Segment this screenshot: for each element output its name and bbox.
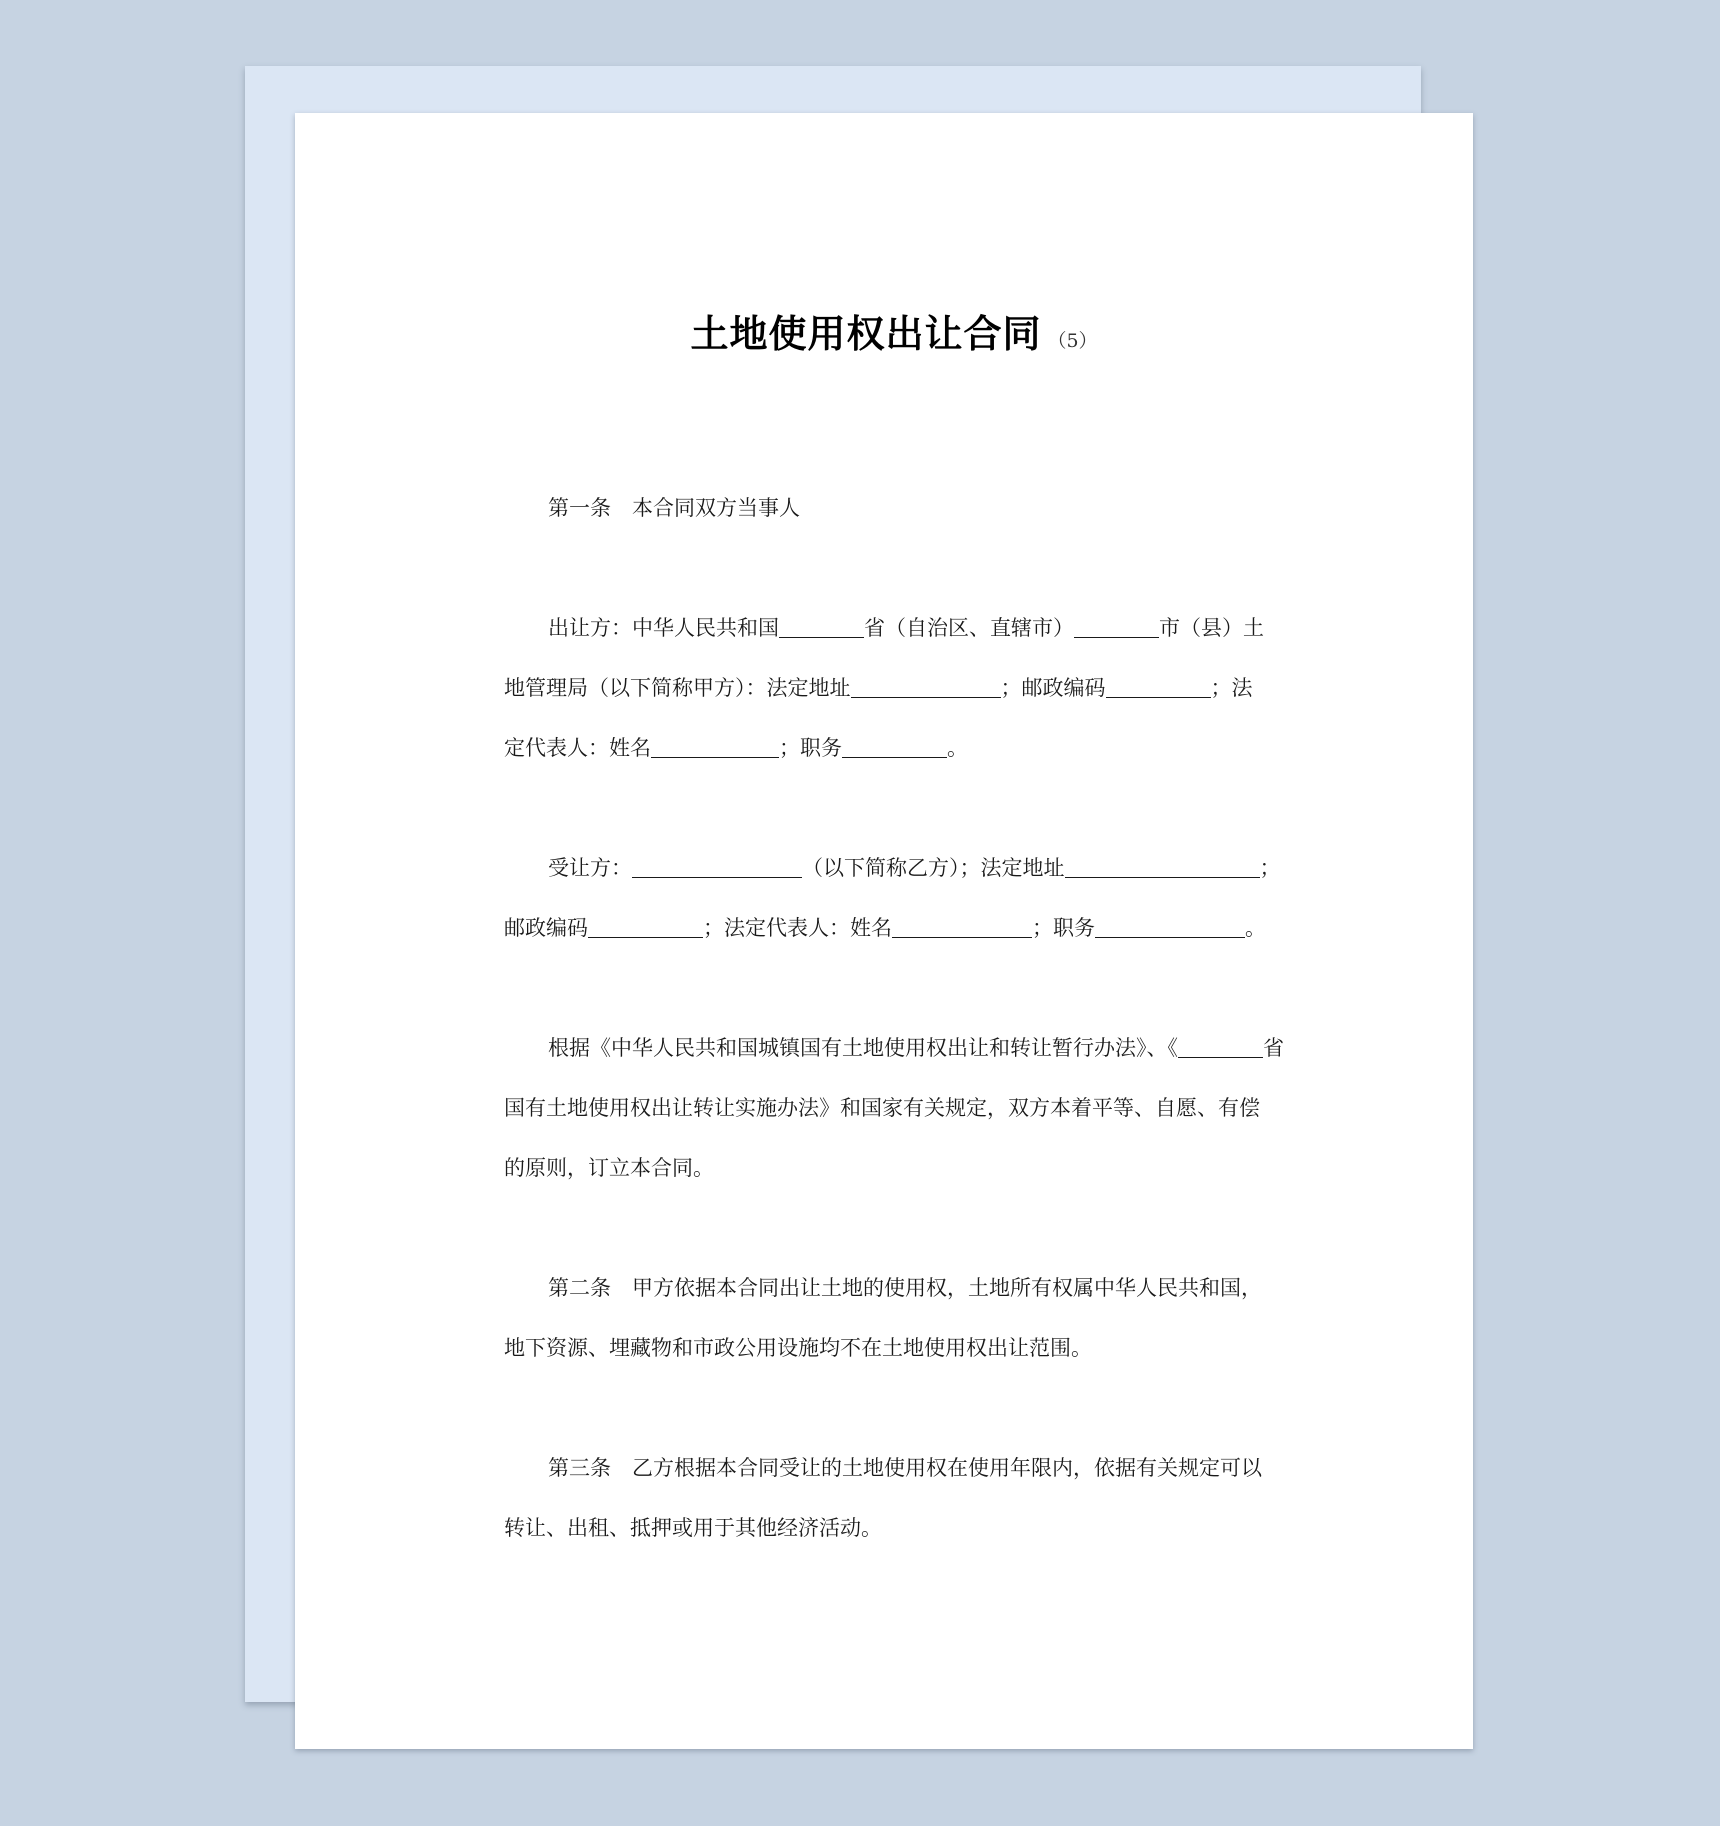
basis-province-text: 省 (1263, 1036, 1284, 1060)
article1-heading: 第一条 本合同双方当事人 (548, 496, 800, 520)
grantor-title-blank[interactable] (842, 735, 947, 758)
grantor-address-blank[interactable] (851, 675, 1001, 698)
article3-paragraph (504, 1438, 1324, 1558)
article2-line-1: 第二条 甲方依据本合同出让土地的使用权，土地所有权属中华人民共和国， (548, 1276, 1262, 1300)
grantee-paragraph (504, 838, 1324, 958)
grantor-city-text: 市（县）土 (1159, 616, 1264, 640)
grantee-title-blank[interactable] (1095, 915, 1245, 938)
document-content (504, 303, 1324, 1618)
grantee-line1-end: ； (1259, 856, 1281, 880)
grantor-postcode-label: ；邮政编码 (1000, 676, 1106, 700)
grantor-line-2 (504, 658, 1324, 718)
province-blank[interactable] (779, 615, 864, 638)
grantee-address-label: （以下简称乙方）；法定地址 (802, 856, 1065, 880)
article2-paragraph (504, 1258, 1324, 1378)
grantor-line-1 (504, 598, 1324, 658)
grantor-legal-text: ；法 (1210, 676, 1253, 700)
grantor-address-label: 地管理局（以下简称甲方）：法定地址 (504, 676, 851, 700)
grantee-line-2 (504, 898, 1324, 958)
grantor-name-label: 定代表人：姓名 (504, 736, 651, 760)
city-blank[interactable] (1074, 615, 1159, 638)
grantor-end-mark: 。 (947, 736, 968, 760)
grantee-line-1 (504, 838, 1324, 898)
grantee-title-label: ；职务 (1032, 916, 1095, 940)
article3-line-2: 转让、出租、抵押或用于其他经济活动。 (504, 1516, 882, 1540)
grantee-end-mark: 。 (1245, 916, 1266, 940)
grantee-rep-label: ；法定代表人：姓名 (703, 916, 892, 940)
grantee-label: 受让方： (548, 856, 632, 880)
grantor-label: 出让方：中华人民共和国 (548, 616, 779, 640)
grantor-title-label: ；职务 (779, 736, 842, 760)
grantor-postcode-blank[interactable] (1106, 675, 1211, 698)
basis-line-2: 国有土地使用权出让转让实施办法》和国家有关规定，双方本着平等、自愿、有偿 (504, 1096, 1260, 1120)
basis-paragraph (504, 1018, 1324, 1198)
document-title: 土地使用权出让合同 (690, 312, 1042, 356)
grantee-rep-blank[interactable] (892, 915, 1032, 938)
title-suffix: （5） (1047, 330, 1098, 352)
grantor-name-blank[interactable] (651, 735, 779, 758)
basis-line-3: 的原则，订立本合同。 (504, 1156, 714, 1180)
document-page (295, 113, 1473, 1749)
article3-line-1: 第三条 乙方根据本合同受让的土地使用权在使用年限内，依据有关规定可以 (548, 1456, 1262, 1480)
title-row (464, 303, 1324, 358)
grantee-postcode-blank[interactable] (588, 915, 703, 938)
grantee-address-blank[interactable] (1065, 855, 1260, 878)
basis-line-1 (504, 1018, 1324, 1078)
basis-province-blank[interactable] (1178, 1035, 1263, 1058)
basis-text-1: 根据《中华人民共和国城镇国有土地使用权出让和转让暂行办法》、《 (548, 1036, 1178, 1060)
grantor-paragraph (504, 598, 1324, 778)
grantee-postcode-label: 邮政编码 (504, 916, 588, 940)
grantor-line-3 (504, 718, 1324, 778)
article2-line-2: 地下资源、埋藏物和市政公用设施均不在土地使用权出让范围。 (504, 1336, 1092, 1360)
grantor-province-text: 省（自治区、直辖市） (864, 616, 1074, 640)
grantee-name-blank[interactable] (632, 855, 802, 878)
